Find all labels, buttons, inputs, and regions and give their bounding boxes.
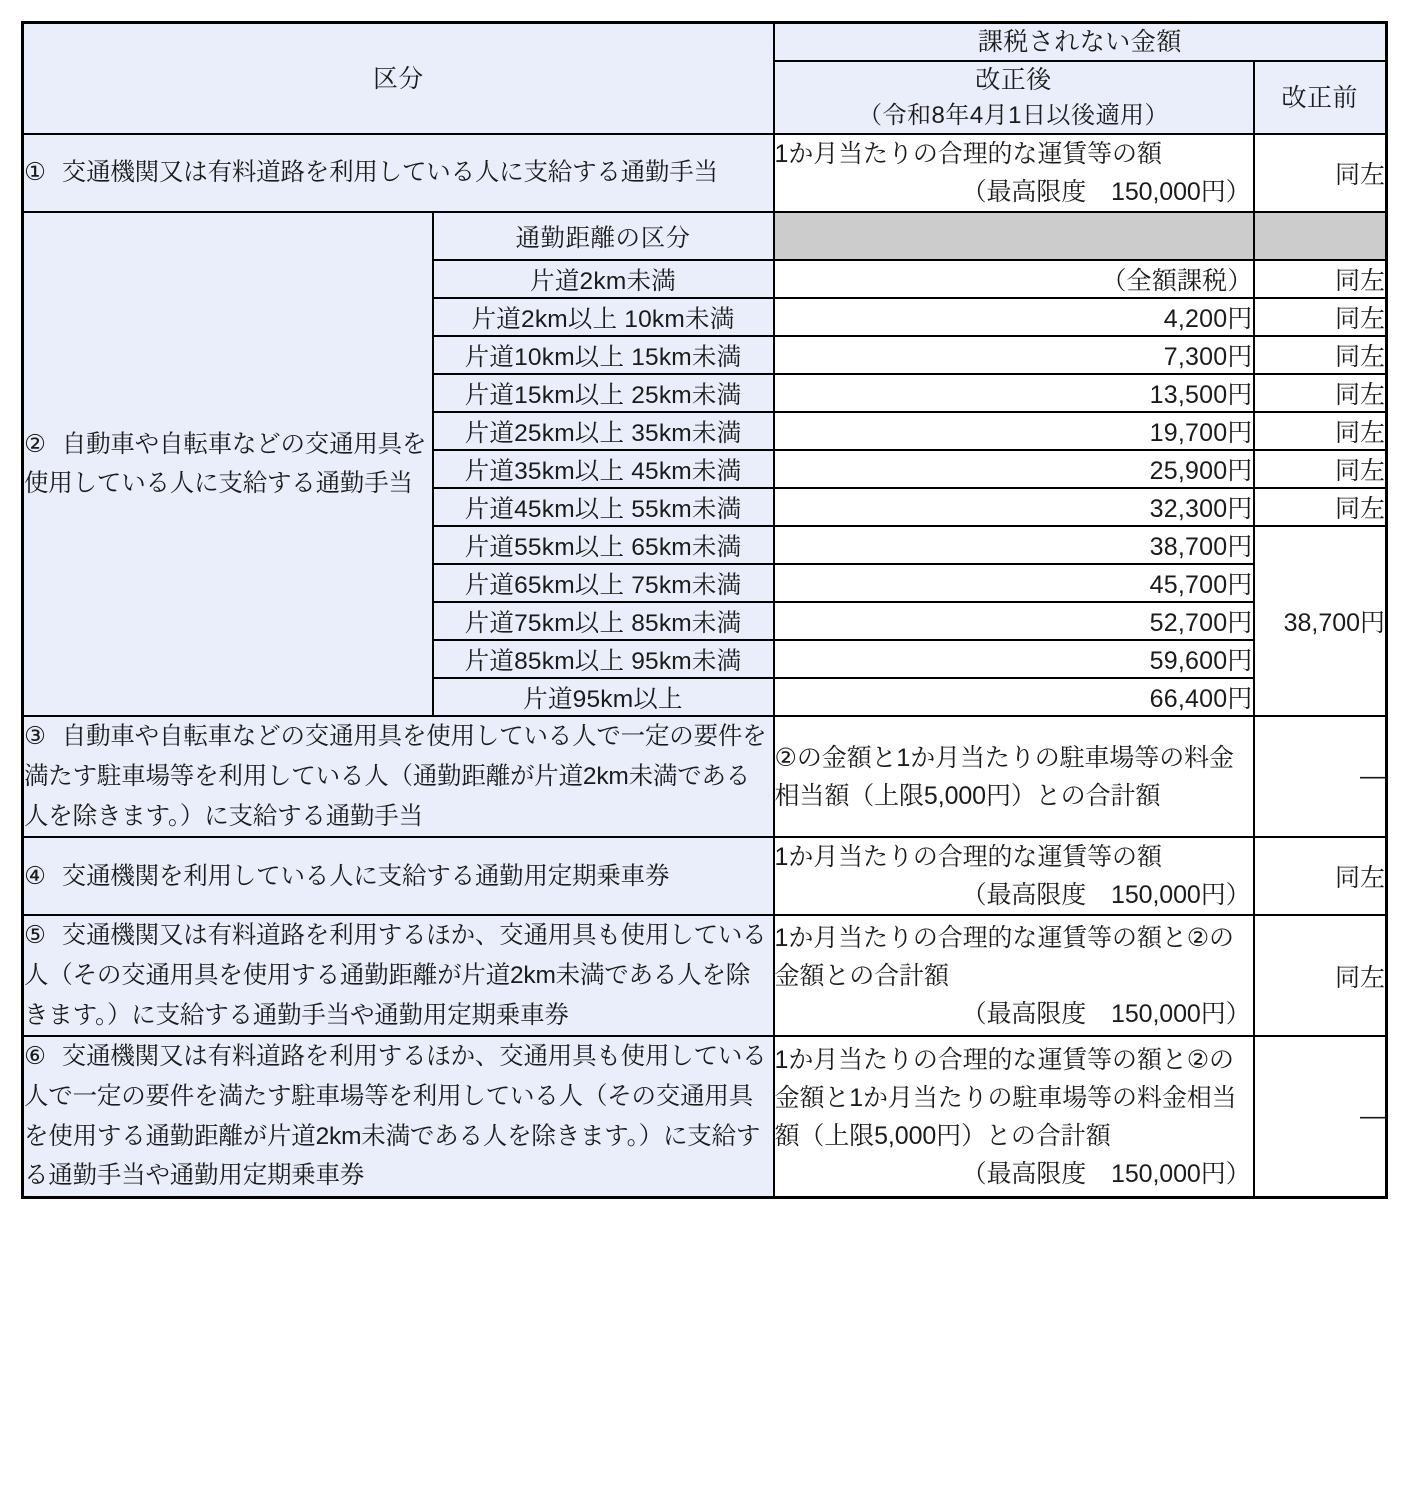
- item6-after-line2: 金額と1か月当たりの駐車場等の料金相当: [774, 1083, 1237, 1112]
- distance-after-9: 52,700円: [774, 602, 1254, 640]
- distance-after-0: （全額課税）: [774, 260, 1254, 298]
- item5-description: 交通機関又は有料道路を利用するほか、交通用具も使用している人（その交通用具を使用する通勤距離が片道2km未満である人を除きます。）に支給する通勤手当や通勤用定期乗車券: [24, 922, 767, 1029]
- distance-before-2: 同左: [1254, 336, 1387, 374]
- item3-after-line1: ②の金額と1か月当たりの駐車場等の料金: [774, 743, 1234, 772]
- table-row-item6: [23, 1036, 1387, 1197]
- item4-after-value: [774, 837, 1254, 915]
- item2-description-cell: [23, 212, 433, 716]
- header-before-revision: 改正前: [1254, 61, 1387, 134]
- header-after-revision-line1: 改正後: [975, 66, 1052, 95]
- item6-number: ⑥: [24, 1043, 46, 1071]
- item3-description-cell: [23, 716, 774, 837]
- distance-after-4: 19,700円: [774, 412, 1254, 450]
- distance-after-1: 4,200円: [774, 298, 1254, 336]
- item4-number: ④: [24, 862, 46, 890]
- item2-distance-header: 通勤距離の区分: [433, 212, 774, 260]
- header-nontaxable-amount: 課税されない金額: [774, 23, 1387, 62]
- item2-shaded-before-cell: [1254, 212, 1387, 260]
- item5-after-line3: （最高限度 150,000円）: [961, 999, 1251, 1028]
- distance-before-0: 同左: [1254, 260, 1387, 298]
- item5-before-value: 同左: [1254, 915, 1387, 1036]
- distance-range-10: 片道85km以上 95km未満: [433, 640, 774, 678]
- commuting-allowance-table: [21, 21, 1388, 1199]
- item6-before-value: ―: [1254, 1036, 1387, 1197]
- distance-before-5: 同左: [1254, 450, 1387, 488]
- item6-description: 交通機関又は有料道路を利用するほか、交通用具も使用している人で一定の要件を満たす駐車場等を利用している人（その交通用具を使用する通勤距離が片道2km未満である人を除きます。）に支給する通勤手当や通勤用定期乗車券: [24, 1043, 767, 1190]
- distance-after-10: 59,600円: [774, 640, 1254, 678]
- table-row-item2-distance-header: [23, 212, 1387, 260]
- distance-before-3: 同左: [1254, 374, 1387, 412]
- header-category: 区分: [23, 23, 774, 135]
- item6-description-cell: [23, 1036, 774, 1197]
- distance-after-5: 25,900円: [774, 450, 1254, 488]
- distance-range-4: 片道25km以上 35km未満: [433, 412, 774, 450]
- item2-description: 自動車や自転車などの交通用具を使用している人に支給する通勤手当: [24, 430, 427, 498]
- item1-number: ①: [24, 159, 46, 187]
- item2-number: ②: [24, 430, 46, 458]
- table-row-item1: [23, 134, 1387, 212]
- distance-range-3: 片道15km以上 25km未満: [433, 374, 774, 412]
- distance-after-7: 38,700円: [774, 526, 1254, 564]
- item3-after-value: [774, 716, 1254, 837]
- item3-before-value: ―: [1254, 716, 1387, 837]
- distance-range-0: 片道2km未満: [433, 260, 774, 298]
- table-row-item3: [23, 716, 1387, 837]
- item6-after-line4: （最高限度 150,000円）: [961, 1159, 1251, 1188]
- item4-after-line1: 1か月当たりの合理的な運賃等の額: [774, 843, 1162, 872]
- header-after-revision-line2: （令和8年4月1日以後適用）: [857, 101, 1170, 129]
- item5-description-cell: [23, 915, 774, 1036]
- item6-after-value: [774, 1036, 1254, 1197]
- item4-after-line2: （最高限度 150,000円）: [961, 881, 1251, 910]
- item4-description: 交通機関を利用している人に支給する通勤用定期乗車券: [61, 862, 670, 890]
- item1-after-line2: （最高限度 150,000円）: [961, 178, 1251, 207]
- item2-before-merged-value: 38,700円: [1254, 526, 1387, 716]
- distance-range-6: 片道45km以上 55km未満: [433, 488, 774, 526]
- item6-after-line3: 額（上限5,000円）との合計額: [774, 1121, 1111, 1150]
- item6-after-line1: 1か月当たりの合理的な運賃等の額と②の: [774, 1045, 1234, 1074]
- distance-before-1: 同左: [1254, 298, 1387, 336]
- distance-range-8: 片道65km以上 75km未満: [433, 564, 774, 602]
- distance-after-6: 32,300円: [774, 488, 1254, 526]
- distance-before-4: 同左: [1254, 412, 1387, 450]
- item1-description-cell: [23, 134, 774, 212]
- distance-after-8: 45,700円: [774, 564, 1254, 602]
- item4-before-value: 同左: [1254, 837, 1387, 915]
- distance-range-5: 片道35km以上 45km未満: [433, 450, 774, 488]
- item1-description: 交通機関又は有料道路を利用している人に支給する通勤手当: [61, 159, 718, 187]
- item3-after-line2: 相当額（上限5,000円）との合計額: [774, 781, 1161, 810]
- item1-after-value: [774, 134, 1254, 212]
- distance-range-9: 片道75km以上 85km未満: [433, 602, 774, 640]
- distance-range-2: 片道10km以上 15km未満: [433, 336, 774, 374]
- table-row-item5: [23, 915, 1387, 1036]
- distance-before-6: 同左: [1254, 488, 1387, 526]
- item2-shaded-after-cell: [774, 212, 1254, 260]
- item5-after-value: [774, 915, 1254, 1036]
- header-after-revision: [774, 61, 1254, 134]
- distance-after-3: 13,500円: [774, 374, 1254, 412]
- distance-after-11: 66,400円: [774, 678, 1254, 716]
- distance-after-2: 7,300円: [774, 336, 1254, 374]
- item5-after-line1: 1か月当たりの合理的な運賃等の額と②の: [774, 923, 1234, 952]
- item3-number: ③: [24, 723, 46, 751]
- distance-range-1: 片道2km以上 10km未満: [433, 298, 774, 336]
- distance-range-11: 片道95km以上: [433, 678, 774, 716]
- table-row-item4: [23, 837, 1387, 915]
- table-header-row-1: [23, 23, 1387, 62]
- item1-before-value: 同左: [1254, 134, 1387, 212]
- item5-after-line2: 金額との合計額: [774, 961, 949, 990]
- distance-range-7: 片道55km以上 65km未満: [433, 526, 774, 564]
- item1-after-line1: 1か月当たりの合理的な運賃等の額: [774, 140, 1162, 169]
- item4-description-cell: [23, 837, 774, 915]
- item3-description: 自動車や自転車などの交通用具を使用している人で一定の要件を満たす駐車場等を利用している人（通勤距離が片道2km未満である人を除きます。）に支給する通勤手当: [24, 723, 767, 830]
- item5-number: ⑤: [24, 922, 46, 950]
